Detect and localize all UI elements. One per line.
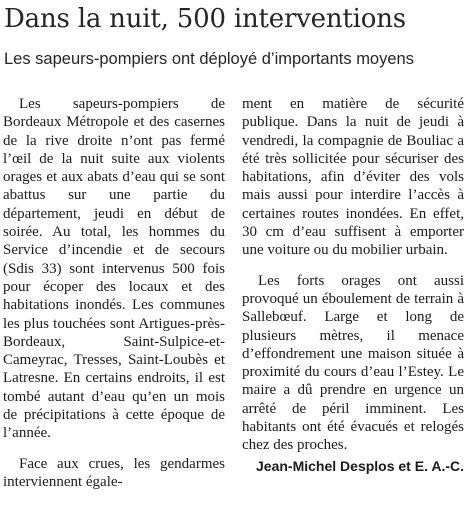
paragraph-securite-publique: ment en matière de sécurité publique. Dans la nuit de jeudi à vendredi, la compagnie de Bouliac a été très sollicitée pour sécuriser des habitations, afin d’éviter des vols mais aussi pour interdire l’accès à certaines routes inondées. En effet, 30 cm d’eau suffisent à emporter une voiture ou du mobilier urbain. [242, 96, 464, 259]
article-column-1 [3, 95, 225, 525]
article-column-2 [242, 95, 464, 525]
author-signature: Jean-Michel Desplos et E. A.-C. [256, 457, 464, 474]
paragraph-sapeurs-pompiers: Les sapeurs-pompiers de Bordeaux Métropole et des casernes de la rive droite n’ont pas fermé l’œil de la nuit suite aux violents orages et aux abats d’eau qui se sont abattus sur une partie du département, jeudi en début de soirée. Au total, les hommes du Service d’incendie et de secours (Sdis 33) sont intervenus 500 fois pour écoper des locaux et des habitations inondés. Les communes les plus touchées sont Artigues-près-Bordeaux, Saint-Sulpice-et-Cameyrac, Tresses, Saint-Loubès et Latresne. En certains endroits, il est tombé autant d’eau qu’en un mois de précipitations à cette époque de l’année. [3, 96, 225, 442]
article-subheadline: Les sapeurs-pompiers ont déployé d’importants moyens [4, 50, 414, 68]
article-headline: Dans la nuit, 500 interventions [4, 4, 406, 34]
paragraph-gendarmes: Face aux crues, les gendarmes interviennent égale- [3, 455, 225, 490]
paragraph-eboulement: Les forts orages ont aussi provoqué un éboulement de terrain à Sallebœuf. Large et long de plusieurs mètres, il menace d’effondrement une maison située à proximité du cours d’eau l’Estey. Le maire a dû prendre en urgence un arrêté de péril imminent. Les habitants ont été évacués et relogés chez des proches. [242, 272, 464, 454]
